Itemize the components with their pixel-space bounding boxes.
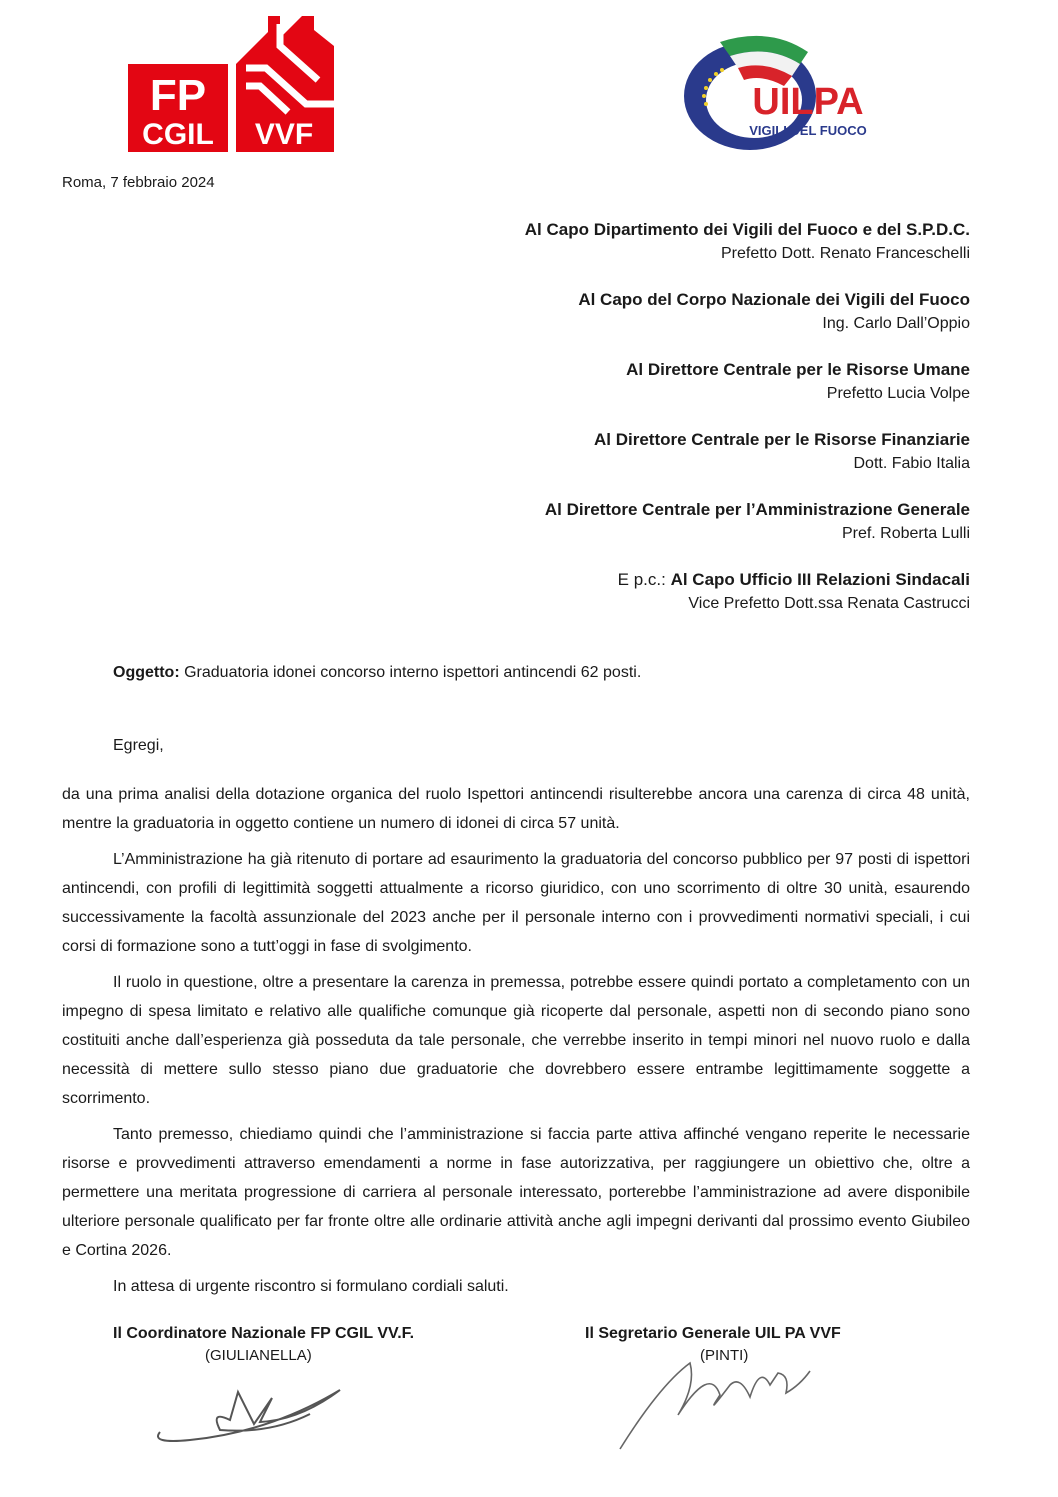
- recipient-cc: [270, 568, 970, 616]
- recipient-name: Prefetto Lucia Volpe: [826, 385, 970, 402]
- recipient-name: Vice Prefetto Dott.ssa Renata Castrucci: [688, 595, 970, 612]
- handwritten-signature-left: [150, 1370, 350, 1450]
- svg-text:FP: FP: [149, 71, 207, 120]
- signature-block-left: [113, 1325, 433, 1364]
- recipient-name: Pref. Roberta Lulli: [841, 525, 970, 542]
- letter-date: Roma, 7 febbraio 2024: [62, 174, 215, 191]
- signatory-name: (PINTI): [700, 1347, 749, 1364]
- subject-line: [113, 664, 641, 682]
- recipient-title: Al Capo Dipartimento dei Vigili del Fuoco e del S.P.D.C.: [524, 220, 970, 239]
- recipient-title: Al Capo del Corpo Nazionale dei Vigili del Fuoco: [578, 290, 970, 309]
- recipient: [270, 358, 970, 406]
- recipient-name: Prefetto Dott. Renato Franceschelli: [720, 245, 970, 262]
- svg-text:UILPA: UILPA: [752, 81, 864, 123]
- body-paragraph: In attesa di urgente riscontro si formulano cordiali saluti.: [113, 1278, 509, 1295]
- recipient-title: Al Capo Ufficio III Relazioni Sindacali: [670, 570, 970, 589]
- recipient-title: Al Direttore Centrale per le Risorse Umane: [626, 360, 970, 379]
- handwritten-signature-right: [600, 1345, 840, 1455]
- fp-cgil-vvf-logo: [128, 16, 334, 156]
- body-paragraph: Tanto premesso, chiediamo quindi che l’amministrazione si faccia parte attiva affinché vengano reperite le necessarie risorse e provvedimenti attraverso emendamenti a norme in fase autorizzativa, per raggiungere un obiettivo che, oltre a permettere una meritata progressione di carriera al personale interessato, porterebbe l’amministrazione ad avere disponibile ulteriore personale qualificato per far fronte oltre alle ordinarie attività anche agli impegni derivanti dal prossimo evento Giubileo e Cortina 2026.: [62, 1126, 970, 1259]
- recipient-name: Dott. Fabio Italia: [853, 455, 970, 472]
- subject-label: Oggetto:: [113, 664, 180, 681]
- recipient: [270, 428, 970, 476]
- subject-text: Graduatoria idonei concorso interno ispettori antincendi 62 posti.: [179, 664, 642, 681]
- recipient: [270, 498, 970, 546]
- addressee-block: [270, 218, 970, 638]
- body-paragraph: L’Amministrazione ha già ritenuto di portare ad esaurimento la graduatoria del concorso pubblico per 97 posti di ispettori antincendi, con profili di legittimità soggetti attualmente a ricorso giuridico, con uno scorrimento di oltre 30 unità, esaurendo successivamente la facoltà assunzionale del 2023 anche per il personale interno con i provvedimenti normativi speciali, i cui corsi di formazione sono a tutt’oggi in fase di svolgimento.: [62, 851, 970, 955]
- recipient-name: Ing. Carlo Dall’Oppio: [822, 315, 970, 332]
- signatory-title: Il Coordinatore Nazionale FP CGIL VV.F.: [113, 1325, 415, 1342]
- recipient: [270, 218, 970, 266]
- svg-text:CGIL: CGIL: [142, 118, 214, 151]
- body-paragraph: Il ruolo in questione, oltre a presentare la carenza in premessa, potrebbe essere quindi portato a completamento con un impegno di spesa limitato e relativo alle qualifiche comunque già ricoperte dal personale, aspetti non di secondo piano sono costituiti anche dall’esperienza già posseduta da tale personale, che verrebbe inserito in tempi minori nel nuovo ruolo e dalla necessità di mettere sullo stesso piano due graduatorie che dovrebbero essere entrambe legittimamente soggette a scorrimento.: [62, 974, 970, 1107]
- greeting: Egregi,: [113, 737, 164, 754]
- letter-body: [62, 780, 970, 1308]
- recipient-title: Al Direttore Centrale per l’Amministrazione Generale: [544, 500, 970, 519]
- recipient-title: Al Direttore Centrale per le Risorse Finanziarie: [593, 430, 970, 449]
- recipient: [270, 288, 970, 336]
- signatory-name: (GIULIANELLA): [205, 1347, 312, 1364]
- svg-text:VIGILI DEL FUOCO: VIGILI DEL FUOCO: [749, 123, 867, 138]
- body-paragraph: da una prima analisi della dotazione organica del ruolo Ispettori antincendi risulterebbe ancora una carenza di circa 48 unità, mentre la graduatoria in oggetto contiene un numero di idonei di circa 57 unità.: [62, 786, 970, 832]
- uilpa-vigili-del-fuoco-logo: [680, 30, 876, 162]
- signatory-title: Il Segretario Generale UIL PA VVF: [585, 1325, 841, 1342]
- svg-text:VVF: VVF: [254, 118, 314, 151]
- cc-prefix: E p.c.:: [617, 570, 671, 589]
